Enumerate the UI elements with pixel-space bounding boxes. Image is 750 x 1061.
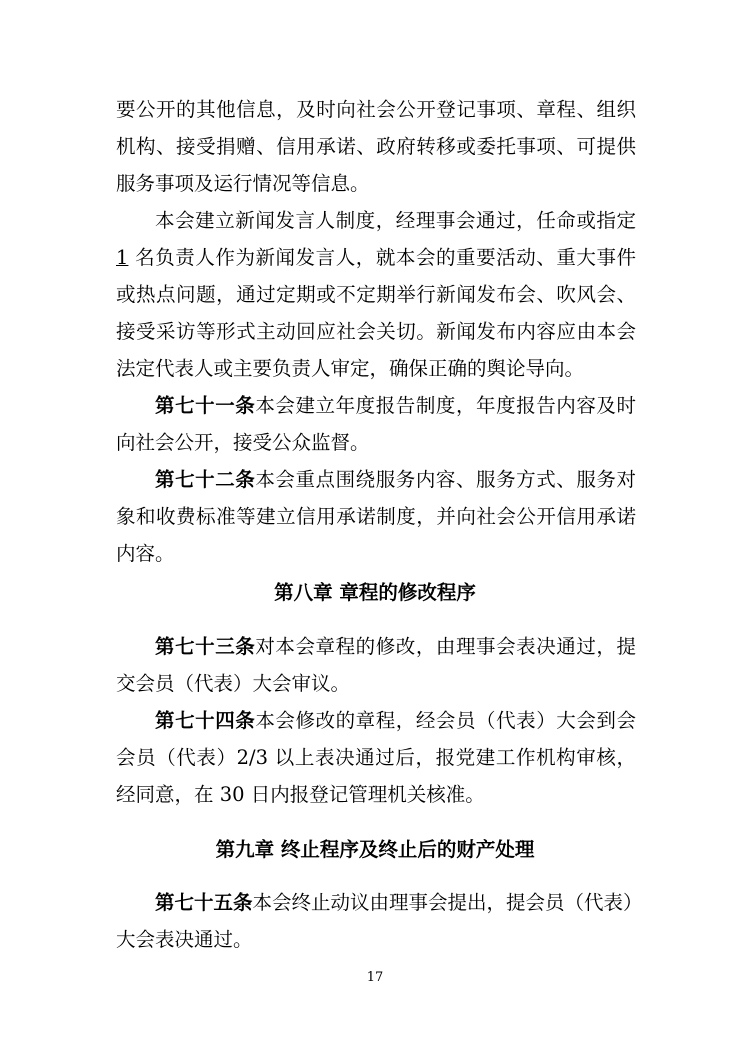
art72-line1-text: 本会重点围绕服务内容、服务方式、服务对 bbox=[255, 468, 636, 491]
art73-line1-text: 对本会章程的修改，由理事会表决通过，提 bbox=[255, 635, 636, 658]
art71-line1-text: 本会建立年度报告制度，年度报告内容及时 bbox=[255, 394, 636, 417]
art72-line3: 内容。 bbox=[116, 542, 175, 565]
para2-line2-text: 名负责人作为新闻发言人，就本会的重要活动、重大事件 bbox=[128, 246, 636, 269]
art75-title: 第七十五条 bbox=[155, 891, 253, 914]
para1-line2: 机构、接受捐赠、信用承诺、政府转移或委托事项、可提供 bbox=[116, 135, 636, 158]
art71-line2: 向社会公开，接受公众监督。 bbox=[116, 431, 370, 454]
chapter9-heading: 第九章 终止程序及终止后的财产处理 bbox=[215, 838, 535, 861]
art75-line1 bbox=[155, 890, 643, 916]
art71-line1 bbox=[155, 393, 636, 419]
art75-line2: 大会表决通过。 bbox=[116, 928, 253, 951]
art74-line3: 经同意，在 30 日内报登记管理机关核准。 bbox=[116, 783, 485, 806]
art73-line2: 交会员（代表）大会审议。 bbox=[116, 672, 351, 695]
art74-line1 bbox=[155, 708, 636, 734]
art72-line2: 象和收费标准等建立信用承诺制度，并向社会公开信用承诺 bbox=[116, 505, 636, 528]
art73-title: 第七十三条 bbox=[155, 635, 256, 658]
chapter8-heading: 第八章 章程的修改程序 bbox=[274, 581, 476, 604]
art74-line2: 会员（代表）2/3 以上表决通过后，报党建工作机构审核， bbox=[116, 746, 636, 769]
art73-line1 bbox=[155, 634, 636, 660]
para2-line2 bbox=[116, 245, 636, 271]
para2-number: 1 bbox=[116, 246, 129, 269]
para1-line3: 服务事项及运行情况等信息。 bbox=[116, 172, 370, 195]
para2-line4: 接受采访等形式主动回应社会关切。新闻发布内容应由本会 bbox=[116, 320, 636, 343]
para2-line5: 法定代表人或主要负责人审定，确保正确的舆论导向。 bbox=[116, 357, 585, 380]
page-number: 17 bbox=[366, 970, 384, 985]
art72-line1 bbox=[155, 467, 636, 493]
para2-line3: 或热点问题，通过定期或不定期举行新闻发布会、吹风会、 bbox=[116, 283, 636, 306]
art71-title: 第七十一条 bbox=[155, 394, 256, 417]
art74-title: 第七十四条 bbox=[155, 709, 256, 732]
para1-line1: 要公开的其他信息，及时向社会公开登记事项、章程、组织 bbox=[116, 98, 636, 121]
para2-line1: 本会建立新闻发言人制度，经理事会通过，任命或指定 bbox=[155, 209, 636, 232]
art75-line1-text: 本会终止动议由理事会提出，提会员（代表） bbox=[252, 891, 643, 914]
art74-line1-text: 本会修改的章程，经会员（代表）大会到会 bbox=[255, 709, 636, 732]
art72-title: 第七十二条 bbox=[155, 468, 256, 491]
